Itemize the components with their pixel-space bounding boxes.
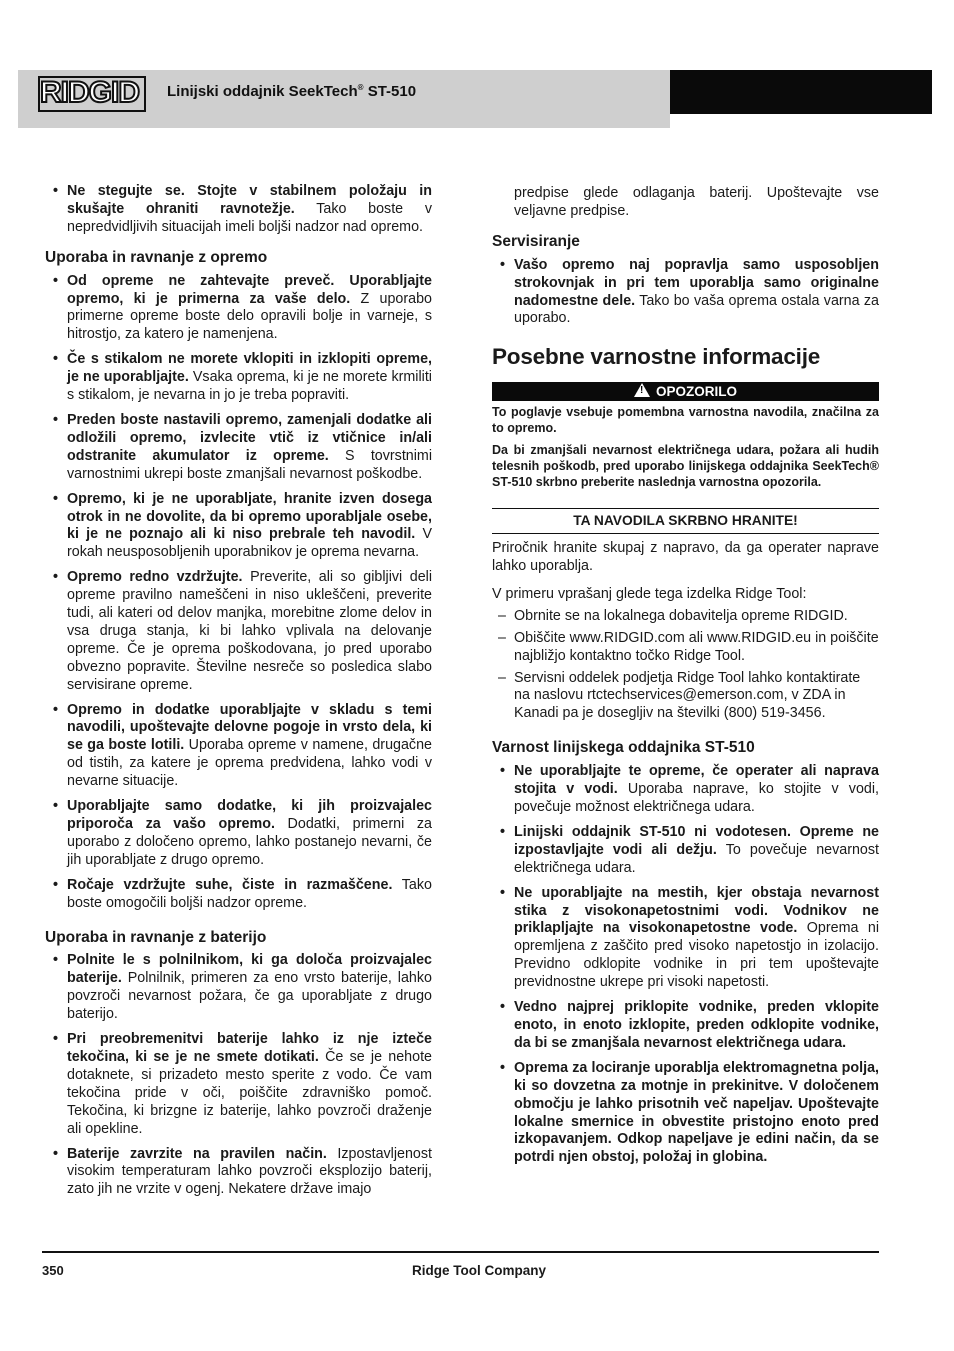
list-item-text: Dodatki, primerni za uporabo z določeno opremo, lahko postanejo nevarni, če jih uporabljate z drugo opremo.	[67, 816, 432, 868]
list-item	[45, 877, 432, 913]
contact-item: – Servisni oddelek podjetja Ridge Tool lahko kontaktirate na naslovu rtctechservices@emerson.com, v ZDA in Kanadi pa je dosegljiv na številki (800) 519-3456.	[492, 670, 879, 724]
warning-text: To poglavje vsebuje pomembna varnostna navodila, značilna za to opremo.	[492, 405, 879, 435]
list-item-text: Preverite, ali so gibljivi deli opreme pravilno nameščeni in niso ukleščeni, preverite tudi, ali kateri od delov manjka, morebitne zlome delov in vsa druga stanja, ki bi lahko vplivala na delovanje opreme. Če je oprema poškodovana, jo pred uporabo obvezno popravite. Številne nesreče so posledica slabo servisirane opreme.	[67, 569, 432, 693]
section-heading: Uporaba in ravnanje z baterijo	[45, 928, 267, 946]
list-item	[492, 885, 879, 992]
list-item	[492, 257, 879, 329]
paragraph: Priročnik hranite skupaj z napravo, da ga operater naprave lahko uporablja.	[492, 540, 879, 575]
header-title: Linijski oddajnik SeekTech® ST-510	[167, 83, 417, 100]
list-item-text: Oprema ni opremljena z zaščito pred visoko napetostjo in izolacijo. Previdno odklopite vodnike in pri tem upoštevajte previdnostne ukrepe pri visoki napetosti.	[514, 920, 880, 991]
list-item-lead: Pri preobremenitvi baterije lahko iz nje izteče tekočina, ki se je ne smete dotikati.	[67, 1031, 432, 1065]
list-item-lead: Oprema za lociranje uporablja elektromagnetna polja, ki so dovzetna za motnje in prekinitve. V določenem območju je lahko prisotnih več napeljav. Upoštevajte lokalne smernice in obvestite pristojno enoto pred izkopavanjem. Odkop napeljave je edini način, da se potrdi njen obstoj, položaj in globina.	[514, 1059, 879, 1166]
section-heading: Servisiranje	[492, 232, 580, 250]
list-item	[492, 763, 879, 817]
list-item-text: Izpostavljenost visokim temperaturam lahko povzroči eksplozijo baterij, zato jih ne vrzite v ogenj. Nekatere države imajo	[67, 1145, 433, 1198]
list-item-text: Uporaba naprave, ko stojite v vodi, povečuje možnost električnega udara.	[514, 781, 880, 815]
list-item-lead: Opremo in dodatke uporabljajte v skladu s temi navodili, upoštevajte delovne pogoje in vrsto dela, ki se ga boste lotili.	[67, 701, 432, 754]
section-list	[45, 273, 432, 913]
list-item	[45, 412, 432, 484]
list-item-lead: Preden boste nastavili opremo, zamenjali dodatke ali odložili opremo, izvlecite vtič iz vtičnice in/ali odstranite akumulator iz opreme.	[67, 411, 432, 464]
list-item-lead: Opremo redno vzdržujte.	[67, 569, 243, 586]
list-item-text: Če se je nehote dotaknete, si prizadeto mesto sperite z vodo. Če vam tekočina pride v oči, poiščite zdravniško pomoč. Tekočina, ki brizgne iz baterije, lahko povzroči draženje ali opekline.	[67, 1048, 432, 1137]
ridgid-logo: RIDGID	[40, 76, 139, 109]
list-item-lead: Ne uporabljajte na mestih, kjer obstaja nevarnost stika z visokonapetostnimi vodi. Vodnikov ne priklapljajte na visokonapetostne vode.	[514, 884, 879, 937]
list-item-lead: Linijski oddajnik ST-510 ni vodotesen. Opreme ne izpostavljajte vodi ali dežju.	[514, 823, 879, 858]
list-item	[45, 569, 432, 694]
list-item	[492, 999, 879, 1053]
list-item-lead: Uporabljajte samo dodatke, ki jih proizvajalec priporoča za vašo opremo.	[67, 798, 432, 832]
list-item-lead: Baterije zavrzite na pravilen način.	[67, 1145, 327, 1162]
footer-rule	[42, 1251, 879, 1253]
list-item-text: V rokah neusposobljenih uporabnikov je oprema nevarna.	[67, 526, 432, 561]
header-black-block	[670, 70, 932, 114]
list-item-lead: Če s stikalom ne morete vklopiti in izklopiti opreme, je ne uporabljajte.	[67, 351, 432, 386]
list-item-lead: Polnite le s polnilnikom, ki ga določa proizvajalec baterije.	[67, 952, 432, 987]
list-item	[45, 351, 432, 405]
list-item-text: Tako boste omogočili boljši nadzor opreme.	[67, 876, 432, 911]
contact-item: – Obiščite www.RIDGID.com ali www.RIDGID.eu in poiščite najbližjo kontaktno točko Ridge Tool.	[492, 630, 879, 666]
list-item	[45, 273, 432, 345]
list-item: • Ne stegujte se. Stojte v stabilnem položaju in skušajte ohraniti ravnotežje. Tako boste v nepredvidljivih situacijah imeli boljši nadzor nad opremo.	[45, 183, 432, 237]
warning-text: Da bi zmanjšali nevarnost električnega udara, požara ali hudih telesnih poškodb, pred uporabo linijskega oddajnika SeekTech® ST-510 skrbno preberite naslednja varnostna opozorila.	[492, 443, 879, 489]
list-item	[492, 1060, 879, 1167]
list-item-lead: Ne uporabljajte te opreme, če operater ali naprava stojita v vodi.	[514, 763, 879, 798]
section-list	[492, 763, 879, 1167]
list-item	[45, 1146, 432, 1200]
left-column	[45, 183, 432, 1206]
section-list	[45, 952, 432, 1199]
chapter-heading: Posebne varnostne informacije	[492, 344, 821, 370]
list-item	[45, 491, 432, 563]
paragraph: V primeru vprašanj glede tega izdelka Ridge Tool:	[492, 585, 807, 602]
right-column	[492, 185, 879, 1174]
list-item-lead: Vašo opremo naj popravlja samo usposobljen strokovnjak in pri tem uporablja samo originalne nadomestne dele.	[514, 256, 879, 309]
contact-item: – Obrnite se na lokalnega dobavitelja opreme RIDGID.	[492, 608, 879, 626]
list-item-text: Uporaba opreme v namene, drugačne od tistih, za katere je oprema predvidena, lahko vodi v nevarne situacije.	[67, 737, 432, 790]
save-instructions-banner: TA NAVODILA SKRBNO HRANITE!	[492, 508, 879, 534]
list-item-lead: Opremo, ki je ne uporabljate, hranite izven dosega otrok in ne dovolite, da bi opremo uporabljale osebe, ki je ne poznajo ali ki niso prebrale teh navodil.	[67, 490, 432, 543]
list-item	[45, 1031, 432, 1138]
company-name: Ridge Tool Company	[412, 1263, 546, 1278]
list-item	[45, 952, 432, 1024]
list-item-lead: Ročaje vzdržujte suhe, čiste in razmaščene.	[67, 876, 393, 893]
list-item-text: Vsaka oprema, ki je ne morete krmiliti s stikalom, je nevarna in jo je treba popraviti.	[67, 369, 432, 404]
list-item	[492, 824, 879, 878]
list-item	[45, 702, 432, 792]
list-item-lead: Vedno najprej priklopite vodnike, preden vklopite enoto, in enoto izklopite, preden odklopite vodnike, da bi se zmanjšala nevarnost električnega udara.	[514, 999, 879, 1051]
list-item-text: Z uporabo primerne opreme boste delo opravili bolje in varneje, s hitrostjo, za katero je namenjena.	[67, 290, 432, 343]
section-heading: Varnost linijskega oddajnika ST-510	[492, 739, 755, 757]
contact-list	[492, 608, 879, 723]
warning-icon	[634, 383, 650, 397]
list-item-text: S tovrstnimi varnostnimi ukrepi boste zmanjšali nevarnost poškodbe.	[67, 447, 433, 482]
section-heading: Uporaba in ravnanje z opremo	[45, 248, 268, 266]
section-list	[492, 257, 879, 329]
continued-paragraph: predpise glede odlaganja baterij. Upoštevajte vse veljavne predpise.	[514, 185, 879, 219]
list-item-text: Tako bo vaša oprema ostala varna za uporabo.	[514, 292, 879, 327]
page-number: 350	[42, 1263, 64, 1278]
list-item	[45, 798, 432, 870]
warning-banner: !OPOZORILO	[492, 382, 879, 401]
list-item-text: To povečuje nevarnost električnega udara.	[514, 841, 879, 876]
list-item-lead: Od opreme ne zahtevajte preveč. Uporabljajte opremo, ki je primerna za vaše delo.	[67, 272, 432, 307]
list-item-text: Polnilnik, primeren za eno vrsto baterije, lahko povzroči nevarnost požara, če ga uporabljate z drugo baterijo.	[67, 970, 432, 1023]
